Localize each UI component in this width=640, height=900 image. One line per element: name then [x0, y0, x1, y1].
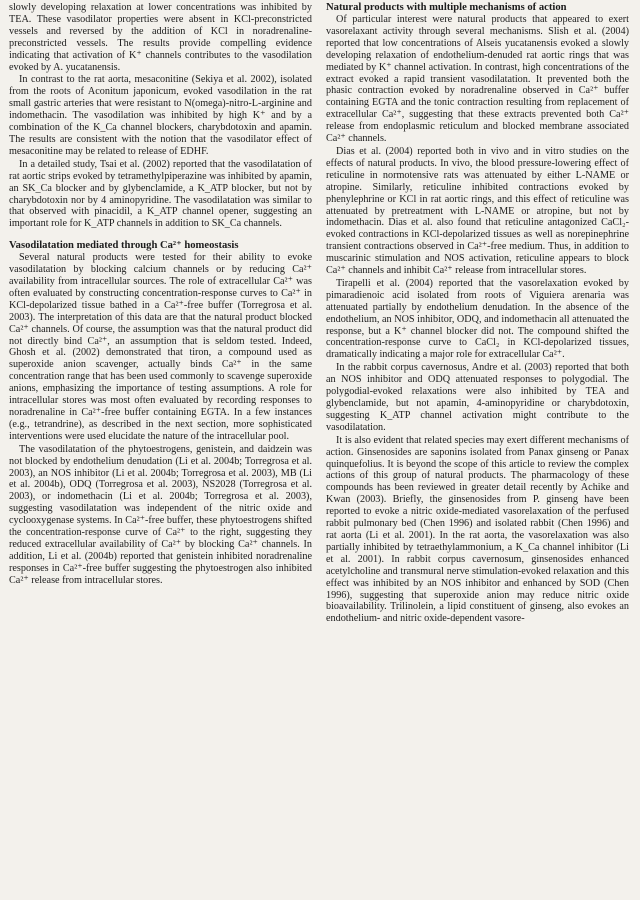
paragraph-phytoestrogens: The vasodilatation of the phytoestrogens, genistein, and daidzein was not blocked by endothelium denudation (Li et al. 2004b; Torregrosa et al. 2003), an NOS inhibitor (Li et al. 2004b; Torregrosa et al. 2003), MB (Li et al. 2004b), ODQ (Torregrosa et al. 2003), NS2028 (Torregrosa et al. 2003), or indomethacin (Li et al. 2004b; Torregrosa et al. 2003), suggesting vasodilatation was independent of the nitric oxide and cyclooxygenase systems. In Ca²⁺-free buffer, these phytoestrogens shifted the concentration-response curve of Ca²⁺ to the right, suggesting they reduced extracellular availability of Ca²⁺ by blocking Ca²⁺ channels. In addition, Li et al. (2004b) reported that genistein inhibited noradrenaline responses in Ca²⁺-free buffer suggesting the phytoestrogen also inhibited Ca²⁺ release from intracellular stores.	[9, 443, 312, 586]
paragraph-polygodial: In the rabbit corpus cavernosus, Andre et al. (2003) reported that both an NOS inhibitor and ODQ attenuated responses to polygodial. The polygodial-evoked relaxations were also inhibited by TEA and glybenclamide, but not apamin, 4-aminopyridine or charybdotoxin, suggesting K_ATP channel activation might contribute to the vasodilatation.	[326, 362, 629, 433]
paragraph-pimaradienoic-acid: Tirapelli et al. (2004) reported that the vasorelaxation evoked by pimaradienoic acid isolated from roots of Viguiera arenaria was attenuated partially by endothelium denudation. In the absence of the endothelium, an NOS inhibitor, ODQ, and indomethacin all attenuated the response, but a K⁺ channel blocker did not. The compound shifted the concentration-response curve to CaCl₂ in KCl-depolarized tissues, dramatically indicating a major role for extracellular Ca²⁺.	[326, 277, 629, 361]
paragraph-mesaconitine: In contrast to the rat aorta, mesaconitine (Sekiya et al. 2002), isolated from the roots of Aconitum japonicum, evoked vasodilation in the rat small gastric arteries that were resistant to N(omega)-nitro-L-arginine and indomethacin. The vasodilation was inhibited by high K⁺ and by a combination of the K_Ca channel blockers, charybdotoxin and apamin. The results are consistent with the notion that the vasodilator effect of mesaconitine may be related to release of EDHF.	[9, 74, 312, 157]
paragraph-tetramethylpiperazine: In a detailed study, Tsai et al. (2002) reported that the vasodilatation of rat aortic strips evoked by tetramethylpiperazine was inhibited by apamin, an SK_Ca blocker and by glybenclamide, a K_ATP blocker, but not by charybdotoxin nor by 4 aminopyridine. The vasodilatation was similar to that observed with pinacidil, a K_ATP channel opener, suggesting an important role for K_ATP channels in addition to SK_Ca channels.	[9, 158, 312, 230]
section-heading-multiple-mechanisms: Natural products with multiple mechanisms of action	[326, 2, 567, 13]
left-column	[9, 2, 312, 900]
paragraph-alseis: Of particular interest were natural products that appeared to exert vasorelaxant activity through several mechanisms. Slish et al. (2004) reported that low concentrations of Alseis yucatanensis evoked a slowly developing relaxation of endothelium-denuded rat aortic rings that was mediated by K⁺ channel activation. In contrast, high concentrations of the extract evoked a rapid transient vasodilatation. It prevented both the phasic contraction evoked by noradrenaline observed in Ca²⁺ buffer containing EGTA and the tonic contraction resulting from replacement of extracellular Ca²⁺, suggesting that these extracts prevented both Ca²⁺ release from endoplasmic reticulum and blocked membrane associated Ca²⁺ channels.	[326, 14, 629, 145]
paragraph-calcium-channels: Several natural products were tested for their ability to evoke vasodilatation by blocking calcium channels or by reducing Ca²⁺ availability from intracellular sources. The role of extracellular Ca²⁺ was often evaluated by constructing concentration-response curves to Ca²⁺ in KCl-depolarized tissue bathed in a Ca²⁺-free buffer (Torregrosa et al. 2003). The interpretation of this data are that the natural product blocked Ca²⁺ channels. Of course, the assumption was that the natural product did not directly bind Ca²⁺, an assumption that is seldom tested. Indeed, Ghosh et al. (2002) demonstrated that tiron, a compound used as superoxide anion scavenger, actually binds Ca²⁺ in the same concentration range that has been used commonly to scavenge superoxide anions, emphasizing the importance of testing assumptions. A role for intracellular stores was most often evaluated by recording responses to noradrenaline in Ca²⁺-free buffer containing EGTA. In a few instances (e.g., tetrandrine), as described in the next section, more sophisticated interventions were used elucidate the nature of the intracellular pool.	[9, 252, 312, 442]
right-column	[326, 2, 629, 900]
paragraph-continued: slowly developing relaxation at lower concentrations was inhibited by TEA. These vasodilator properties were absent in KCl-preconstricted vessels and reversed by the addition of KCl in noradrenaline-preconstricted vessels. The results provide compelling evidence indicating that activation of K⁺ channels contributes to the vasodilation evoked by A. yucatanensis.	[9, 2, 312, 73]
paragraph-reticuline: Dias et al. (2004) reported both in vivo and in vitro studies on the effects of natural products. In vivo, the blood pressure-lowering effect of reticuline in normotensive rats was attenuated by either L-NAME or atropine. Similarly, reticuline inhibited contractions evoked by phenylephrine or KCl in rat aortic rings, and this effect of reticuline was attenuated by pretreatment with L-NAME or atropine, but not by indomethacin. Dias et al. also found that reticuline antagonized CaCl₂-evoked contractions in KCl-depolarized tissues as well as norepinephrine transient contractions observed in Ca²⁺-free medium. Thus, in addition to muscarinic stimulation and NOS activation, reticuline appears to block Ca²⁺ channels and inhibit Ca²⁺ release from intracellular stores.	[326, 145, 629, 277]
paragraph-ginsenosides: It is also evident that related species may exert different mechanisms of action. Ginsenosides are saponins isolated from Panax ginseng or Panax quinquefolius. It is beyond the scope of this article to review the complex actions of this group of natural products. The pharmacology of these compounds has been reviewed in greater detail recently by Achike and Kwan (2003). Briefly, the ginsenosides from P. ginseng have been reported to evoke a nitric oxide-mediated vasorelaxation of the perfused rabbit pulmonary bed (Chen 1996) and isolated rabbit (Chen 1996) and rat aorta (Li et al. 2001). In the rat aorta, the vasorelaxation was also partially inhibited by tetraethylammonium, a K_Ca channel inhibitor (Li et al. 2001). In rabbit corpus cavernosum, ginsenosides enhanced acetylcholine and transmural nerve stimulation-evoked relaxation and this effect was inhibited by an NOS inhibitor and enhanced by SOD (Chen 1996), suggesting that superoxide anion may reduce nitric oxide bioavailability. Trilinolein, a lipid constituent of ginseng, also evokes an endothelium- and nitric oxide-dependent vasore-	[326, 434, 629, 625]
section-heading-ca-homeostasis: Vasodilatation mediated through Ca²⁺ homeostasis	[9, 240, 239, 252]
